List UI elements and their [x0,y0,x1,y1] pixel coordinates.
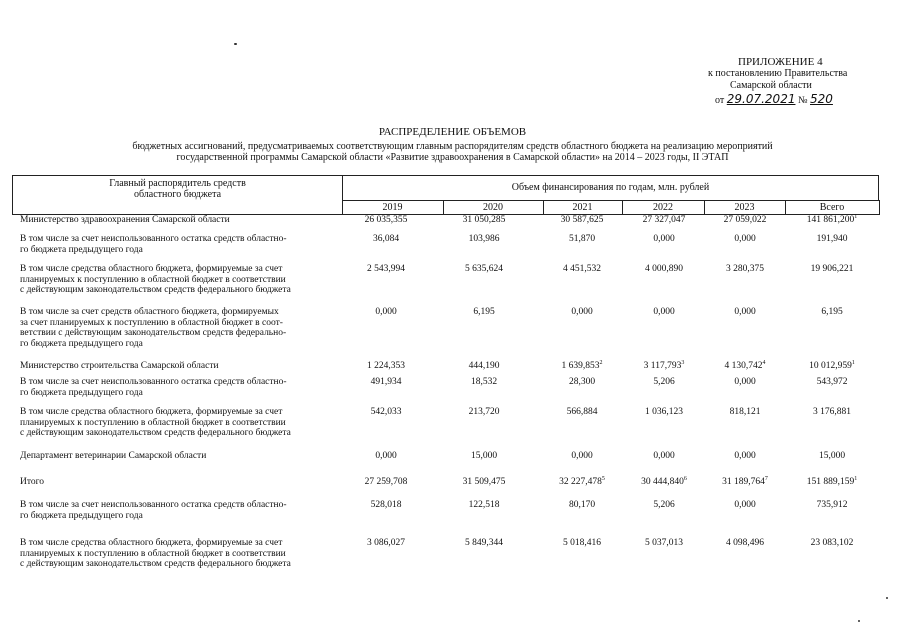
table-cell [624,407,704,417]
table-cell [542,377,622,387]
table-cell [346,538,426,548]
cell-value: 27 059,022 [723,215,767,225]
table-cell [346,377,426,387]
row-label-line: В том числе за счет неиспользованного остатка средств областно- [20,500,287,510]
table-cell [792,234,872,244]
row-label-line: планируемых к поступлению в областной бюджет в соответствии [20,417,286,428]
cell-value: 27 259,708 [364,477,408,487]
footnote-marker: 1 [854,475,858,482]
table-cell [444,477,524,487]
table-cell [792,500,872,510]
row-label-line: Итого [20,477,45,487]
footnote-marker: 3 [681,359,685,366]
table-cell [542,264,622,274]
row-label-line: В том числе средства областного бюджета, формируемые за счет [20,407,283,417]
table-cell [624,361,704,371]
cell-value: 0,000 [734,451,756,461]
row-label-line: с действующим законодательством средств федерального бюджета [20,285,291,295]
table-cell [346,500,426,510]
table-cell [444,361,524,371]
table-cell [624,307,704,317]
table-cell [542,407,622,417]
table-cell [705,538,785,548]
table-cell [444,500,524,510]
footnote-marker: 6 [683,475,687,482]
table-cell [705,407,785,417]
appendix-line-resolution: к постановлению Правительства [708,68,848,79]
table-cell [542,234,622,244]
cell-value: 4 000,890 [645,264,683,274]
scan-speck [858,620,860,622]
cell-value: 528,018 [370,500,402,510]
footnote-marker: 5 [601,475,605,482]
table-cell [346,215,426,225]
year-header-label: 2020 [483,202,503,213]
table-cell [346,477,426,487]
appendix-date-line [715,93,833,107]
table-cell [346,264,426,274]
cell-value: 80,170 [568,500,596,510]
cell-value: 542,033 [370,407,402,417]
cell-value: 0,000 [734,234,756,244]
cell-value: 1 639,853 [561,361,600,371]
table-cell [792,451,872,461]
row-label-line: В том числе за счет неиспользованного остатка средств областно- [20,234,287,244]
cell-value: 5 849,344 [465,538,503,548]
table-cell [346,407,426,417]
table-cell [624,215,704,225]
table-cell [792,264,872,274]
row-label [20,451,342,462]
cell-value: 27 327,047 [642,215,686,225]
cell-value: 3 176,881 [813,407,851,417]
year-header-label: Всего [819,202,845,213]
row-label-line: го бюджета предыдущего года [20,244,143,255]
table-cell [444,264,524,274]
cell-value: 30 444,840 [641,477,684,487]
cell-value: 5 635,624 [465,264,503,274]
year-header-label: 2023 [734,202,755,213]
table-cell [705,500,785,510]
cell-value: 3 117,793 [643,361,682,371]
cell-value: 51,870 [568,234,596,244]
row-label [20,264,342,296]
cell-value: 0,000 [734,377,756,387]
cell-value: 4 451,532 [563,264,601,274]
table-cell [705,264,785,274]
year-header-label: 2021 [572,202,593,213]
row-label [20,307,342,349]
cell-value: 5 037,013 [645,538,683,548]
document-subtitle-2: государственной программы Самарской области «Развитие здравоохранения в Самарской области» на 2014 – 2023 годы, II ЭТАП [176,152,729,163]
scan-speck [234,43,237,45]
table-cell [624,234,704,244]
year-header-label: 2019 [382,202,403,213]
cell-value: 15,000 [818,451,846,461]
cell-value: 1 224,353 [367,361,405,371]
cell-value: 818,121 [729,407,761,417]
table-cell [346,451,426,461]
cell-value: 141 861,200 [806,215,855,225]
table-cell [705,307,785,317]
footnote-marker: 2 [599,359,603,366]
cell-value: 26 035,355 [364,215,408,225]
row-label-line: планируемых к поступлению в областной бюджет в соответствии [20,548,286,559]
cell-value: 5,206 [653,377,675,387]
table-cell [705,215,785,225]
footnote-marker: 7 [764,475,768,482]
cell-value: 0,000 [653,234,675,244]
row-label [20,500,342,521]
cell-value: 213,720 [468,407,500,417]
col1-header-line2: областного бюджета [133,189,222,200]
table-cell [346,361,426,371]
table-cell [542,500,622,510]
scan-speck [886,597,888,599]
cell-value: 103,986 [468,234,500,244]
table-cell [705,361,785,371]
table-cell [705,477,785,487]
row-label [20,407,342,439]
cell-value: 566,884 [566,407,598,417]
from-label: от [715,95,725,106]
row-label-line: го бюджета предыдущего года [20,510,143,521]
table-cell [792,307,872,317]
cell-value: 543,972 [816,377,848,387]
table-cell [792,215,872,225]
table-cell [705,377,785,387]
row-label-line: за счет планируемых к поступлению в областной бюджет в соот- [20,317,283,328]
cell-value: 0,000 [734,500,756,510]
cell-value: 0,000 [653,451,675,461]
row-label [20,361,342,372]
table-cell [705,234,785,244]
table-cell [624,477,704,487]
row-label-line: Департамент ветеринарии Самарской области [20,451,207,461]
table-cell [444,377,524,387]
row-label-line: го бюджета предыдущего года [20,338,143,349]
table-cell [624,500,704,510]
table-cell [444,538,524,548]
table-cell [542,361,622,371]
cell-value: 0,000 [571,451,593,461]
cell-value: 31 509,475 [462,477,506,487]
cell-value: 6,195 [473,307,495,317]
number-label: № [797,95,808,106]
cell-value: 3 086,027 [367,538,405,548]
cell-value: 0,000 [734,307,756,317]
table-cell [542,477,622,487]
document-title: РАСПРЕДЕЛЕНИЕ ОБЪЕМОВ [378,126,527,138]
row-label [20,377,342,398]
table-cell [705,451,785,461]
cell-value: 3 280,375 [726,264,764,274]
year-header-label: 2022 [653,202,673,213]
cell-value: 444,190 [468,361,500,371]
document-subtitle-1: бюджетных ассигнований, предусматриваемых соответствующим главным распорядителям средств областного бюджета на реализацию мероприятий [132,141,773,152]
cell-value: 4 098,496 [726,538,764,548]
footnote-marker: 1 [854,213,858,220]
row-label-line: В том числе средства областного бюджета, формируемые за счет [20,264,283,274]
cell-value: 2 543,994 [367,264,405,274]
appendix-line-region: Самарской области [730,80,812,91]
row-label-line: планируемых к поступлению в областной бюджет в соответствии [20,274,286,285]
row-label-line: с действующим законодательством средств федерального бюджета [20,559,291,569]
col1-header-text [12,178,343,200]
cell-value: 0,000 [375,307,397,317]
cell-value: 10 012,959 [809,361,852,371]
table-cell [792,538,872,548]
cell-value: 191,940 [816,234,848,244]
handwritten-date: 29.07.2021 [726,92,796,106]
cell-value: 122,518 [468,500,500,510]
cell-value: 5 018,416 [563,538,601,548]
table-cell [792,377,872,387]
row-label-line: Министерство строительства Самарской области [20,361,219,371]
cell-value: 4 130,742 [724,361,763,371]
cell-value: 36,084 [372,234,400,244]
handwritten-number: 520 [810,92,833,106]
table-cell [542,451,622,461]
row-label-line: В том числе за счет неиспользованного остатка средств областно- [20,377,287,387]
footnote-marker: 1 [851,359,855,366]
cell-value: 31 189,764 [722,477,765,487]
row-label [20,215,342,226]
table-cell [444,307,524,317]
cell-value: 735,912 [816,500,848,510]
col1-header-line1: Главный распорядитель средств [109,178,246,189]
table-cell [542,538,622,548]
table-cell [624,264,704,274]
cell-value: 1 036,123 [645,407,683,417]
table-cell [624,451,704,461]
cell-value: 5,206 [653,500,675,510]
table-cell [624,377,704,387]
funding-header: Объем финансирования по годам, млн. рублей [511,182,710,193]
table-cell [624,538,704,548]
row-label-line: го бюджета предыдущего года [20,387,143,398]
table-cell [542,215,622,225]
row-label [20,477,342,488]
row-label [20,538,342,570]
table-cell [542,307,622,317]
cell-value: 15,000 [470,451,498,461]
table-cell [346,307,426,317]
cell-value: 151 889,159 [806,477,855,487]
row-label [20,234,342,255]
table-cell [444,407,524,417]
table-cell [792,407,872,417]
footnote-marker: 4 [762,359,766,366]
appendix-title: ПРИЛОЖЕНИЕ 4 [738,56,823,68]
cell-value: 32 227,478 [559,477,602,487]
row-label-line: ветствии с действующим законодательством средств федерально- [20,328,287,338]
cell-value: 30 587,625 [560,215,604,225]
table-cell [444,451,524,461]
row-label-line: с действующим законодательством средств федерального бюджета [20,428,291,438]
cell-value: 18,532 [470,377,498,387]
cell-value: 0,000 [653,307,675,317]
row-label-line: В том числе за счет средств областного бюджета, формируемых [20,307,279,317]
table-cell [346,234,426,244]
cell-value: 28,300 [568,377,596,387]
table-cell [444,234,524,244]
cell-value: 0,000 [571,307,593,317]
row-label-line: В том числе средства областного бюджета, формируемые за счет [20,538,283,548]
table-cell [792,361,872,371]
cell-value: 19 906,221 [810,264,854,274]
cell-value: 23 083,102 [810,538,854,548]
table-cell [444,215,524,225]
cell-value: 0,000 [375,451,397,461]
table-cell [792,477,872,487]
cell-value: 491,934 [370,377,402,387]
cell-value: 6,195 [821,307,843,317]
cell-value: 31 050,285 [462,215,506,225]
row-label-line: Министерство здравоохранения Самарской области [20,215,230,225]
